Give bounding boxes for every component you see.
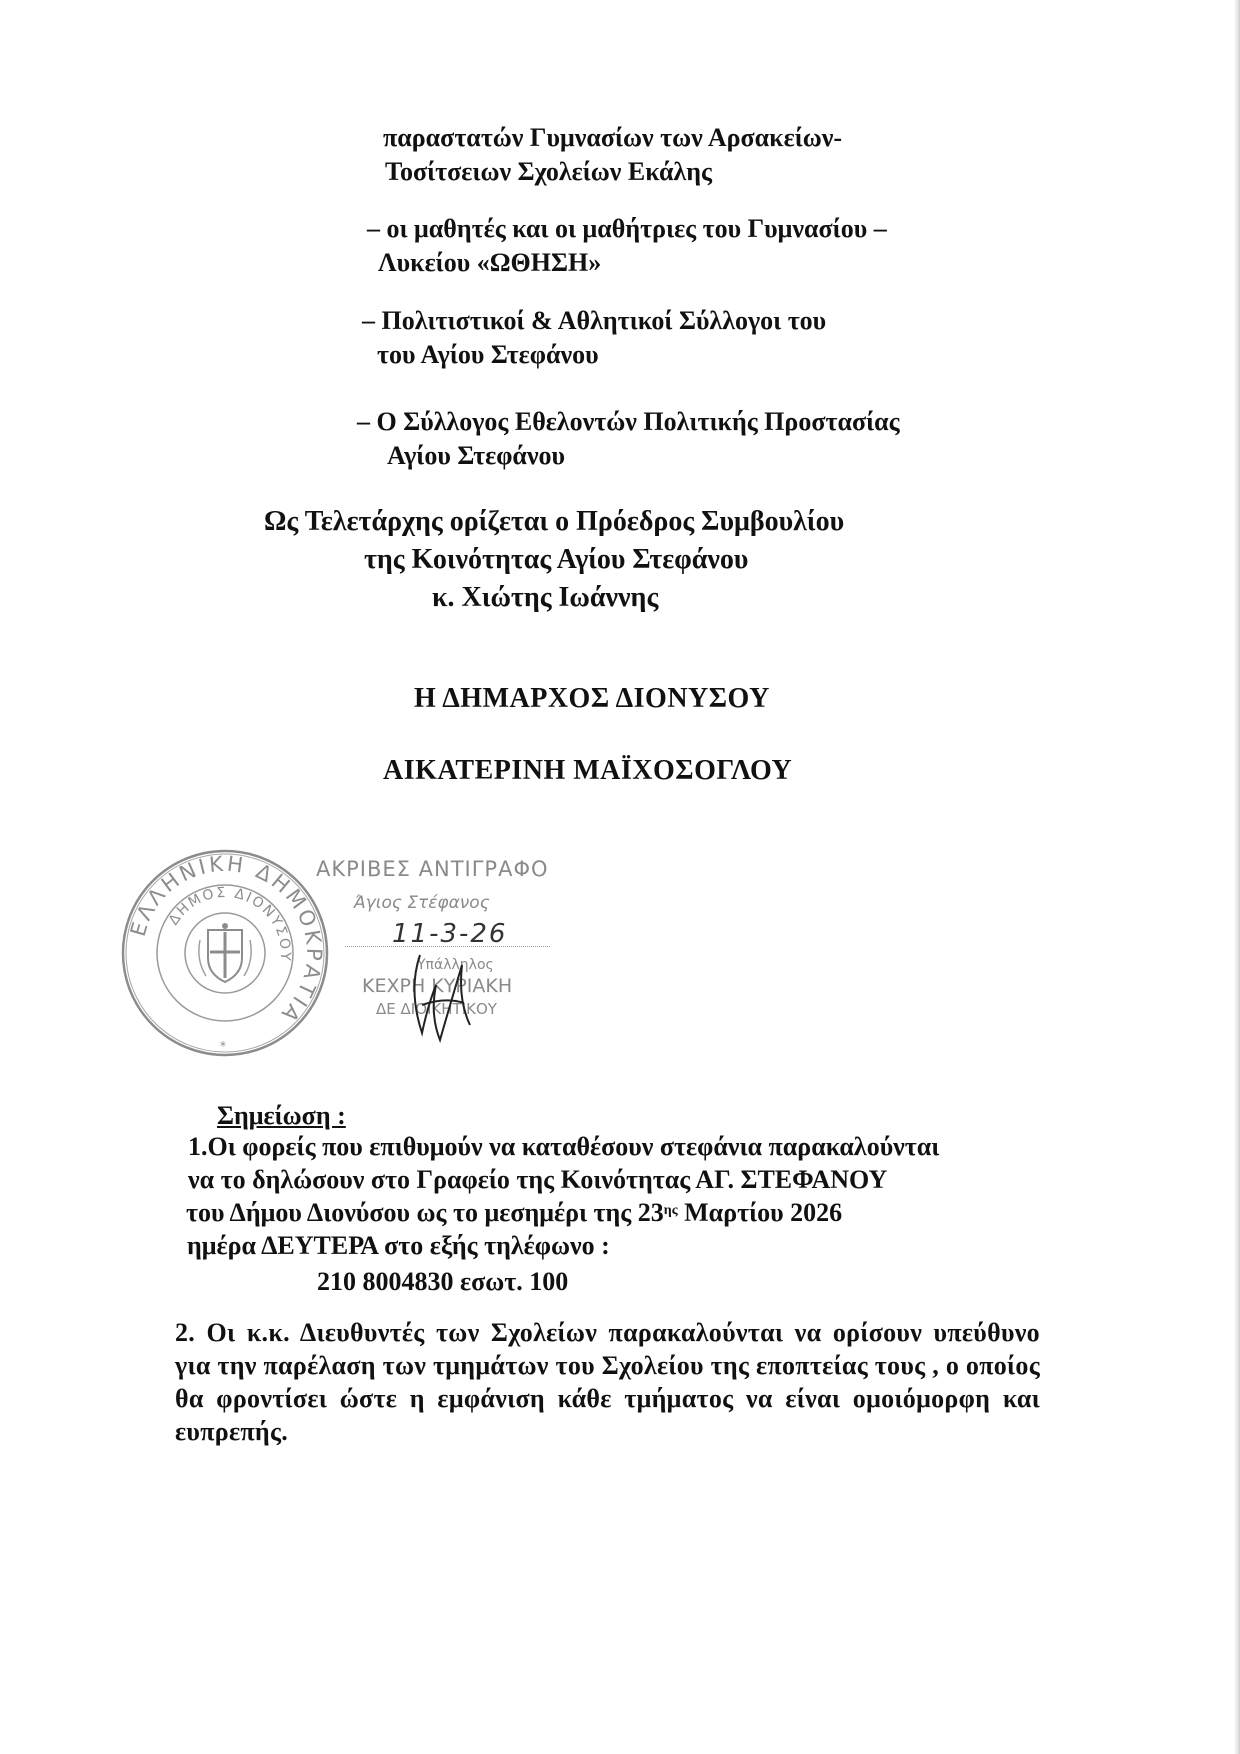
participant-1-line1: παραστατών Γυμνασίων των Αρσακείων-	[383, 123, 843, 152]
stamp-place: Άγιος Στέφανος	[354, 893, 490, 913]
participant-3-line1: – Πολιτιστικοί & Αθλητικοί Σύλλογοι του	[362, 306, 827, 335]
stamp-certification: ΑΚΡΙΒΕΣ ΑΝΤΙΓΡΑΦΟ	[316, 857, 549, 881]
stamp-department: ΔΕ ΔΙΟΙΚΗΤΙΚΟΥ	[376, 1000, 497, 1018]
participant-4-line1: – Ο Σύλλογος Εθελοντών Πολιτικής Προστασίας	[357, 407, 900, 436]
phone-number: 210 8004830 εσωτ. 100	[317, 1267, 569, 1296]
participant-4-line2: Αγίου Στεφάνου	[387, 441, 566, 470]
stamp-handwritten-date: 11-3-26	[392, 919, 508, 949]
note-item1-line3	[186, 1198, 842, 1228]
scan-edge	[1234, 0, 1240, 1754]
note-item2: 2. Οι κ.κ. Διευθυντές των Σχολείων παρακαλούνται να ορίσουν υπεύθυνο για την παρέλαση των τμημάτων του Σχολείου της εποπτείας τους , ο οποίος θα φροντίσει ώστε η εμφάνιση κάθε τμήματος να είναι ομοιόμορφη και ευπρεπής.	[175, 1318, 1040, 1446]
handwritten-signature	[400, 945, 490, 1045]
ordinal-suffix: ης	[663, 1203, 678, 1218]
svg-text:*: *	[220, 1039, 226, 1053]
marshal-line3: κ. Χιώτης Ιωάννης	[432, 582, 659, 613]
seal-outer-text: ΕΛΛΗΝΙΚΗ ΔΗΜΟΚΡΑΤΙΑ	[125, 851, 327, 1029]
marshal-line1: Ως Τελετάρχης ορίζεται ο Πρόεδρος Συμβουλίου	[264, 506, 845, 537]
note-item1-line4: ημέρα ΔΕΥΤΕΡΑ στο εξής τηλέφωνο :	[187, 1231, 610, 1260]
mayor-title: Η ΔΗΜΑΡΧΟΣ ΔΙΟΝΥΣΟΥ	[414, 683, 770, 714]
participant-2-line2: Λυκείου «ΩΘΗΣΗ»	[378, 248, 602, 277]
stamp-employee-name: ΚΕΧΡΗ ΚΥΡΙΑΚΗ	[362, 975, 513, 997]
note-heading: Σημείωση :	[217, 1101, 346, 1130]
participant-3-line2: του Αγίου Στεφάνου	[377, 340, 599, 369]
mayor-name: ΑΙΚΑΤΕΡΙΝΗ ΜΑΪΧΟΣΟΓΛΟΥ	[383, 755, 793, 786]
marshal-line2: της Κοινότητας Αγίου Στεφάνου	[364, 544, 749, 575]
official-seal	[120, 848, 330, 1058]
note-item1-line3-date: Μαρτίου 2026	[677, 1198, 843, 1227]
participant-2-line1: – οι μαθητές και οι μαθήτριες του Γυμνασίου –	[367, 214, 887, 243]
seal-inner-text: ΔΗΜΟΣ ΔΙΟΝΥΣΟΥ	[165, 884, 294, 963]
participant-1-line2: Τοσίτσειων Σχολείων Εκάλης	[385, 157, 712, 186]
note-item1-line2: να το δηλώσουν στο Γραφείο της Κοινότητας ΑΓ. ΣΤΕΦΑΝΟΥ	[188, 1165, 888, 1194]
stamp-role: Υπάλληλος	[417, 957, 494, 973]
note-item1-line1: 1.Οι φορείς που επιθυμούν να καταθέσουν στεφάνια παρακαλούνται	[188, 1132, 940, 1161]
note-item1-line3-text: του Δήμου Διονύσου ως το μεσημέρι της 23	[186, 1198, 664, 1227]
